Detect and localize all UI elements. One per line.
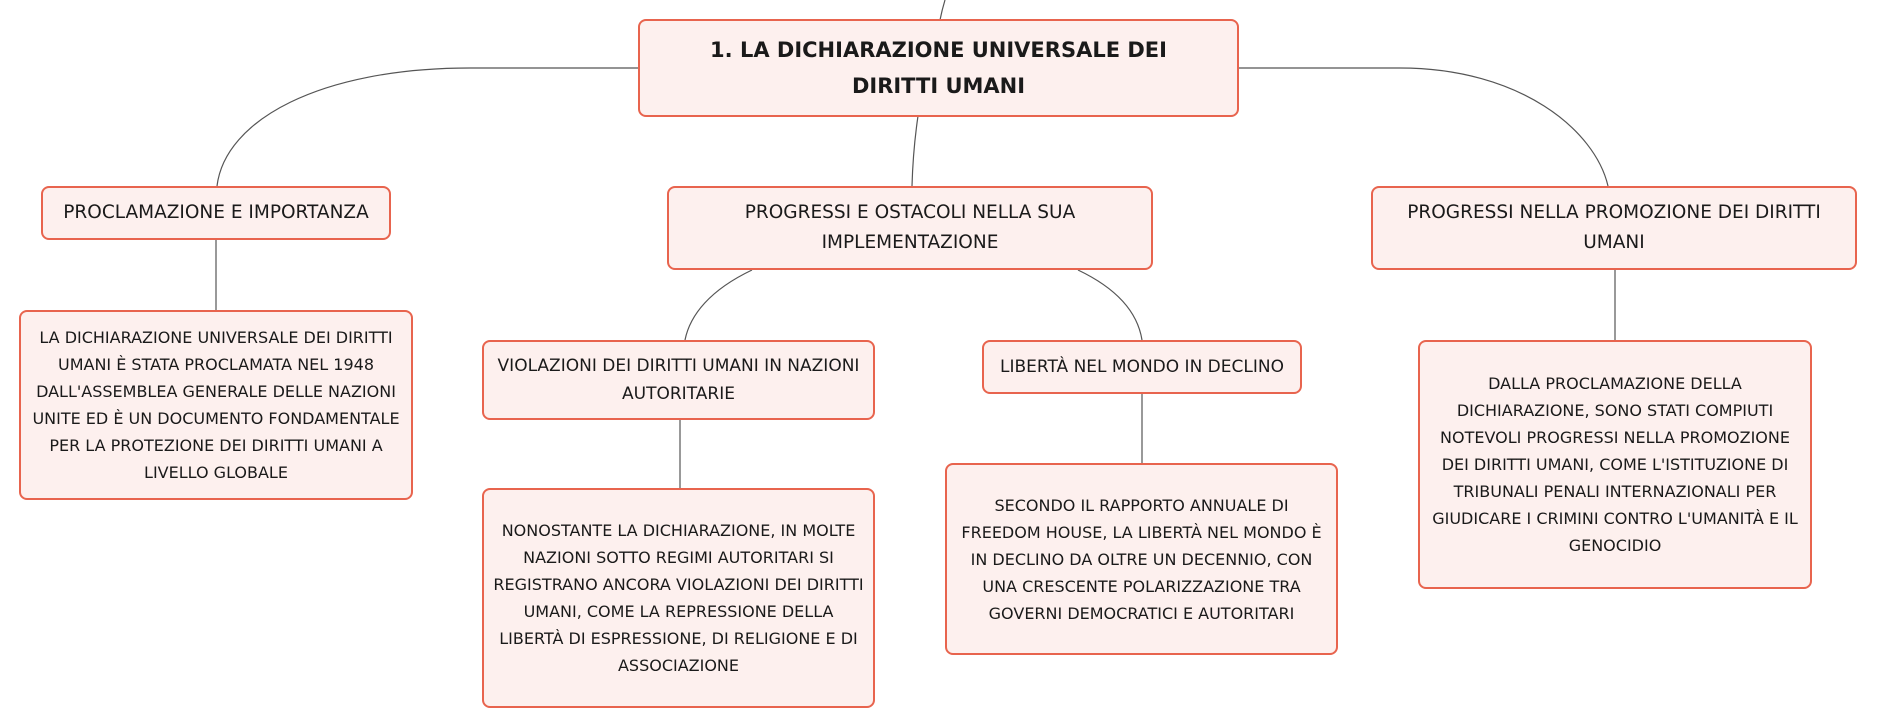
root-node-label: 1. LA DICHIARAZIONE UNIVERSALE DEI DIRITTI UMANI [710, 38, 1167, 98]
connector-from-parent [940, 0, 945, 20]
connector-root-proclamation [217, 68, 640, 186]
freedom-detail-node[interactable] [945, 463, 1338, 655]
branch-obstacles-node[interactable] [667, 186, 1153, 270]
violations-detail-node[interactable] [482, 488, 875, 708]
proclamation-detail-text: LA DICHIARAZIONE UNIVERSALE DEI DIRITTI UMANI È STATA PROCLAMATA NEL 1948 DALL'ASSEMBLEA GENERALE DELLE NAZIONI UNITE ED È UN DOCUMENTO FONDAMENTALE PER LA PROTEZIONE DEI DIRITTI UMANI A LIVELLO GLOBALE [32, 328, 400, 482]
promotion-detail-node[interactable] [1418, 340, 1812, 589]
branch-obstacles-label: PROGRESSI E OSTACOLI NELLA SUA IMPLEMENTAZIONE [744, 202, 1076, 253]
freedom-node[interactable] [982, 340, 1302, 394]
promotion-detail-text: DALLA PROCLAMAZIONE DELLA DICHIARAZIONE, SONO STATI COMPIUTI NOTEVOLI PROGRESSI NELLA PROMOZIONE DEI DIRITTI UMANI, COME L'ISTITUZIONE DI TRIBUNALI PENALI INTERNAZIONALI PER GIUDICARE I CRIMINI CONTRO L'UMANITÀ E IL GENOCIDIO [1432, 374, 1798, 555]
violations-detail-text: NONOSTANTE LA DICHIARAZIONE, IN MOLTE NAZIONI SOTTO REGIMI AUTORITARI SI REGISTRANO ANCORA VIOLAZIONI DEI DIRITTI UMANI, COME LA REPRESSIONE DELLA LIBERTÀ DI ESPRESSIONE, DI RELIGIONE E DI ASSOCIAZIONE [493, 521, 864, 675]
violations-label: VIOLAZIONI DEI DIRITTI UMANI IN NAZIONI AUTORITARIE [497, 356, 860, 404]
branch-promotion-label: PROGRESSI NELLA PROMOZIONE DEI DIRITTI UMANI [1407, 202, 1821, 253]
root-node[interactable] [638, 19, 1239, 117]
proclamation-detail-node[interactable] [19, 310, 413, 500]
connector-obstacles-violations [685, 270, 752, 340]
branch-proclamation-node[interactable] [41, 186, 391, 240]
connector-obstacles-freedom [1078, 270, 1142, 340]
branch-promotion-node[interactable] [1371, 186, 1857, 270]
violations-node[interactable] [482, 340, 875, 420]
connector-root-obstacles [912, 116, 918, 186]
freedom-detail-text: SECONDO IL RAPPORTO ANNUALE DI FREEDOM HOUSE, LA LIBERTÀ NEL MONDO È IN DECLINO DA OLTRE UN DECENNIO, CON UNA CRESCENTE POLARIZZAZIONE TRA GOVERNI DEMOCRATICI E AUTORITARI [961, 495, 1322, 623]
connector-root-promotion [1238, 68, 1608, 186]
freedom-label: LIBERTÀ NEL MONDO IN DECLINO [1000, 357, 1284, 377]
branch-proclamation-label: PROCLAMAZIONE E IMPORTANZA [63, 202, 369, 223]
